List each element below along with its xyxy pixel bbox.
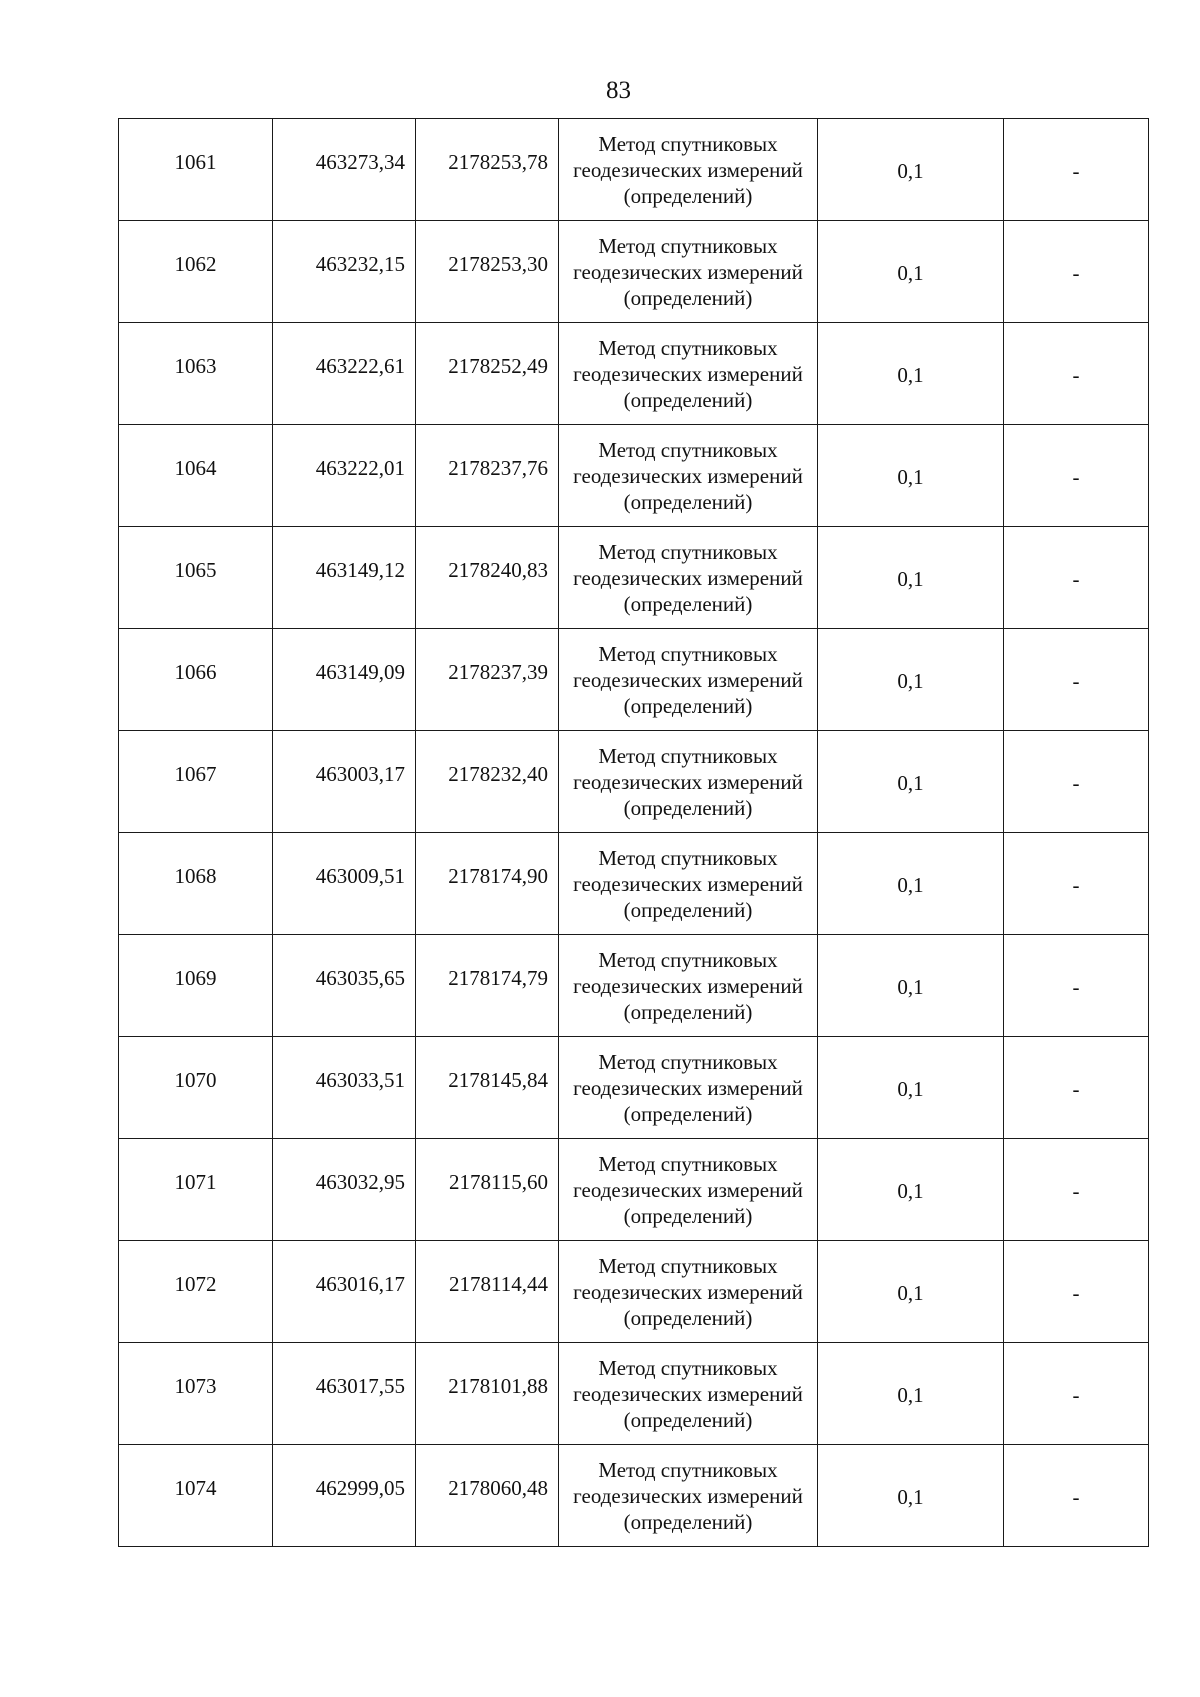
point-number-cell: 1062 [119,221,273,323]
x-coordinate-cell: 463003,17 [273,731,416,833]
y-coordinate-cell: 2178237,76 [416,425,559,527]
y-coordinate-cell: 2178232,40 [416,731,559,833]
table-row [119,425,1149,527]
x-coordinate-cell: 463149,12 [273,527,416,629]
y-coordinate-cell: 2178114,44 [416,1241,559,1343]
method-line: (определений) [623,1101,753,1126]
table-row [119,833,1149,935]
method-line: Метод спутниковых [598,131,778,156]
x-coordinate-cell: 463035,65 [273,935,416,1037]
x-coordinate-cell: 462999,05 [273,1445,416,1547]
x-coordinate-cell: 463149,09 [273,629,416,731]
method-line: (определений) [623,1407,753,1432]
note-cell: - [1004,1139,1149,1241]
method-cell [559,935,818,1037]
method-line: Метод спутниковых [598,743,778,768]
x-coordinate-cell: 463017,55 [273,1343,416,1445]
accuracy-cell: 0,1 [818,1037,1004,1139]
method-line: геодезических измерений [573,667,803,692]
y-coordinate-cell: 2178237,39 [416,629,559,731]
page-number: 83 [606,77,631,104]
y-coordinate-cell: 2178174,79 [416,935,559,1037]
accuracy-cell: 0,1 [818,1445,1004,1547]
method-line: Метод спутниковых [598,335,778,360]
x-coordinate-cell: 463009,51 [273,833,416,935]
accuracy-cell: 0,1 [818,1139,1004,1241]
note-cell: - [1004,119,1149,221]
method-line: (определений) [623,897,753,922]
method-line: (определений) [623,999,753,1024]
accuracy-cell: 0,1 [818,425,1004,527]
note-cell: - [1004,1343,1149,1445]
point-number-cell: 1066 [119,629,273,731]
note-cell: - [1004,1445,1149,1547]
point-number-cell: 1073 [119,1343,273,1445]
method-cell [559,425,818,527]
table-row [119,731,1149,833]
method-line: геодезических измерений [573,1381,803,1406]
y-coordinate-cell: 2178115,60 [416,1139,559,1241]
table-body [119,119,1149,1547]
method-line: геодезических измерений [573,157,803,182]
point-number-cell: 1072 [119,1241,273,1343]
method-line: Метод спутниковых [598,539,778,564]
accuracy-cell: 0,1 [818,1241,1004,1343]
method-line: геодезических измерений [573,1279,803,1304]
method-line: (определений) [623,693,753,718]
method-line: геодезических измерений [573,871,803,896]
table-row [119,1037,1149,1139]
table-row [119,935,1149,1037]
method-line: (определений) [623,1509,753,1534]
point-number-cell: 1064 [119,425,273,527]
y-coordinate-cell: 2178253,78 [416,119,559,221]
y-coordinate-cell: 2178174,90 [416,833,559,935]
y-coordinate-cell: 2178252,49 [416,323,559,425]
method-line: Метод спутниковых [598,1355,778,1380]
method-line: Метод спутниковых [598,1049,778,1074]
x-coordinate-cell: 463016,17 [273,1241,416,1343]
method-line: (определений) [623,285,753,310]
y-coordinate-cell: 2178253,30 [416,221,559,323]
method-line: (определений) [623,183,753,208]
table-row [119,629,1149,731]
method-line: геодезических измерений [573,973,803,998]
method-line: геодезических измерений [573,259,803,284]
method-cell [559,1241,818,1343]
method-line: Метод спутниковых [598,437,778,462]
point-number-cell: 1074 [119,1445,273,1547]
method-line: Метод спутниковых [598,1457,778,1482]
method-line: Метод спутниковых [598,1151,778,1176]
method-cell [559,731,818,833]
x-coordinate-cell: 463222,01 [273,425,416,527]
x-coordinate-cell: 463032,95 [273,1139,416,1241]
point-number-cell: 1068 [119,833,273,935]
method-cell [559,323,818,425]
method-line: (определений) [623,387,753,412]
method-cell [559,1343,818,1445]
point-number-cell: 1070 [119,1037,273,1139]
accuracy-cell: 0,1 [818,527,1004,629]
method-line: Метод спутниковых [598,1253,778,1278]
method-line: геодезических измерений [573,361,803,386]
accuracy-cell: 0,1 [818,221,1004,323]
method-cell [559,1037,818,1139]
method-line: геодезических измерений [573,1177,803,1202]
accuracy-cell: 0,1 [818,629,1004,731]
accuracy-cell: 0,1 [818,323,1004,425]
method-line: геодезических измерений [573,1483,803,1508]
point-number-cell: 1069 [119,935,273,1037]
note-cell: - [1004,527,1149,629]
accuracy-cell: 0,1 [818,119,1004,221]
method-line: Метод спутниковых [598,641,778,666]
table-row [119,221,1149,323]
table-row [119,527,1149,629]
x-coordinate-cell: 463273,34 [273,119,416,221]
method-cell [559,527,818,629]
note-cell: - [1004,221,1149,323]
method-cell [559,119,818,221]
table-row [119,1139,1149,1241]
method-cell [559,1139,818,1241]
method-line: геодезических измерений [573,1075,803,1100]
method-cell [559,1445,818,1547]
x-coordinate-cell: 463033,51 [273,1037,416,1139]
method-line: (определений) [623,1305,753,1330]
method-line: геодезических измерений [573,565,803,590]
method-line: Метод спутниковых [598,845,778,870]
point-number-cell: 1065 [119,527,273,629]
point-number-cell: 1061 [119,119,273,221]
method-line: (определений) [623,1203,753,1228]
method-line: (определений) [623,489,753,514]
method-line: (определений) [623,795,753,820]
method-line: (определений) [623,591,753,616]
accuracy-cell: 0,1 [818,833,1004,935]
note-cell: - [1004,833,1149,935]
x-coordinate-cell: 463232,15 [273,221,416,323]
accuracy-cell: 0,1 [818,731,1004,833]
note-cell: - [1004,731,1149,833]
note-cell: - [1004,629,1149,731]
point-number-cell: 1063 [119,323,273,425]
y-coordinate-cell: 2178060,48 [416,1445,559,1547]
note-cell: - [1004,323,1149,425]
y-coordinate-cell: 2178101,88 [416,1343,559,1445]
method-cell [559,833,818,935]
method-line: геодезических измерений [573,769,803,794]
y-coordinate-cell: 2178240,83 [416,527,559,629]
note-cell: - [1004,425,1149,527]
table-row [119,1241,1149,1343]
x-coordinate-cell: 463222,61 [273,323,416,425]
y-coordinate-cell: 2178145,84 [416,1037,559,1139]
note-cell: - [1004,1241,1149,1343]
note-cell: - [1004,935,1149,1037]
coordinates-table [118,118,1149,1547]
table-row [119,1343,1149,1445]
method-cell [559,221,818,323]
method-line: Метод спутниковых [598,233,778,258]
note-cell: - [1004,1037,1149,1139]
method-cell [559,629,818,731]
point-number-cell: 1071 [119,1139,273,1241]
point-number-cell: 1067 [119,731,273,833]
accuracy-cell: 0,1 [818,1343,1004,1445]
table-row [119,323,1149,425]
table-row [119,1445,1149,1547]
table-row [119,119,1149,221]
accuracy-cell: 0,1 [818,935,1004,1037]
method-line: геодезических измерений [573,463,803,488]
method-line: Метод спутниковых [598,947,778,972]
